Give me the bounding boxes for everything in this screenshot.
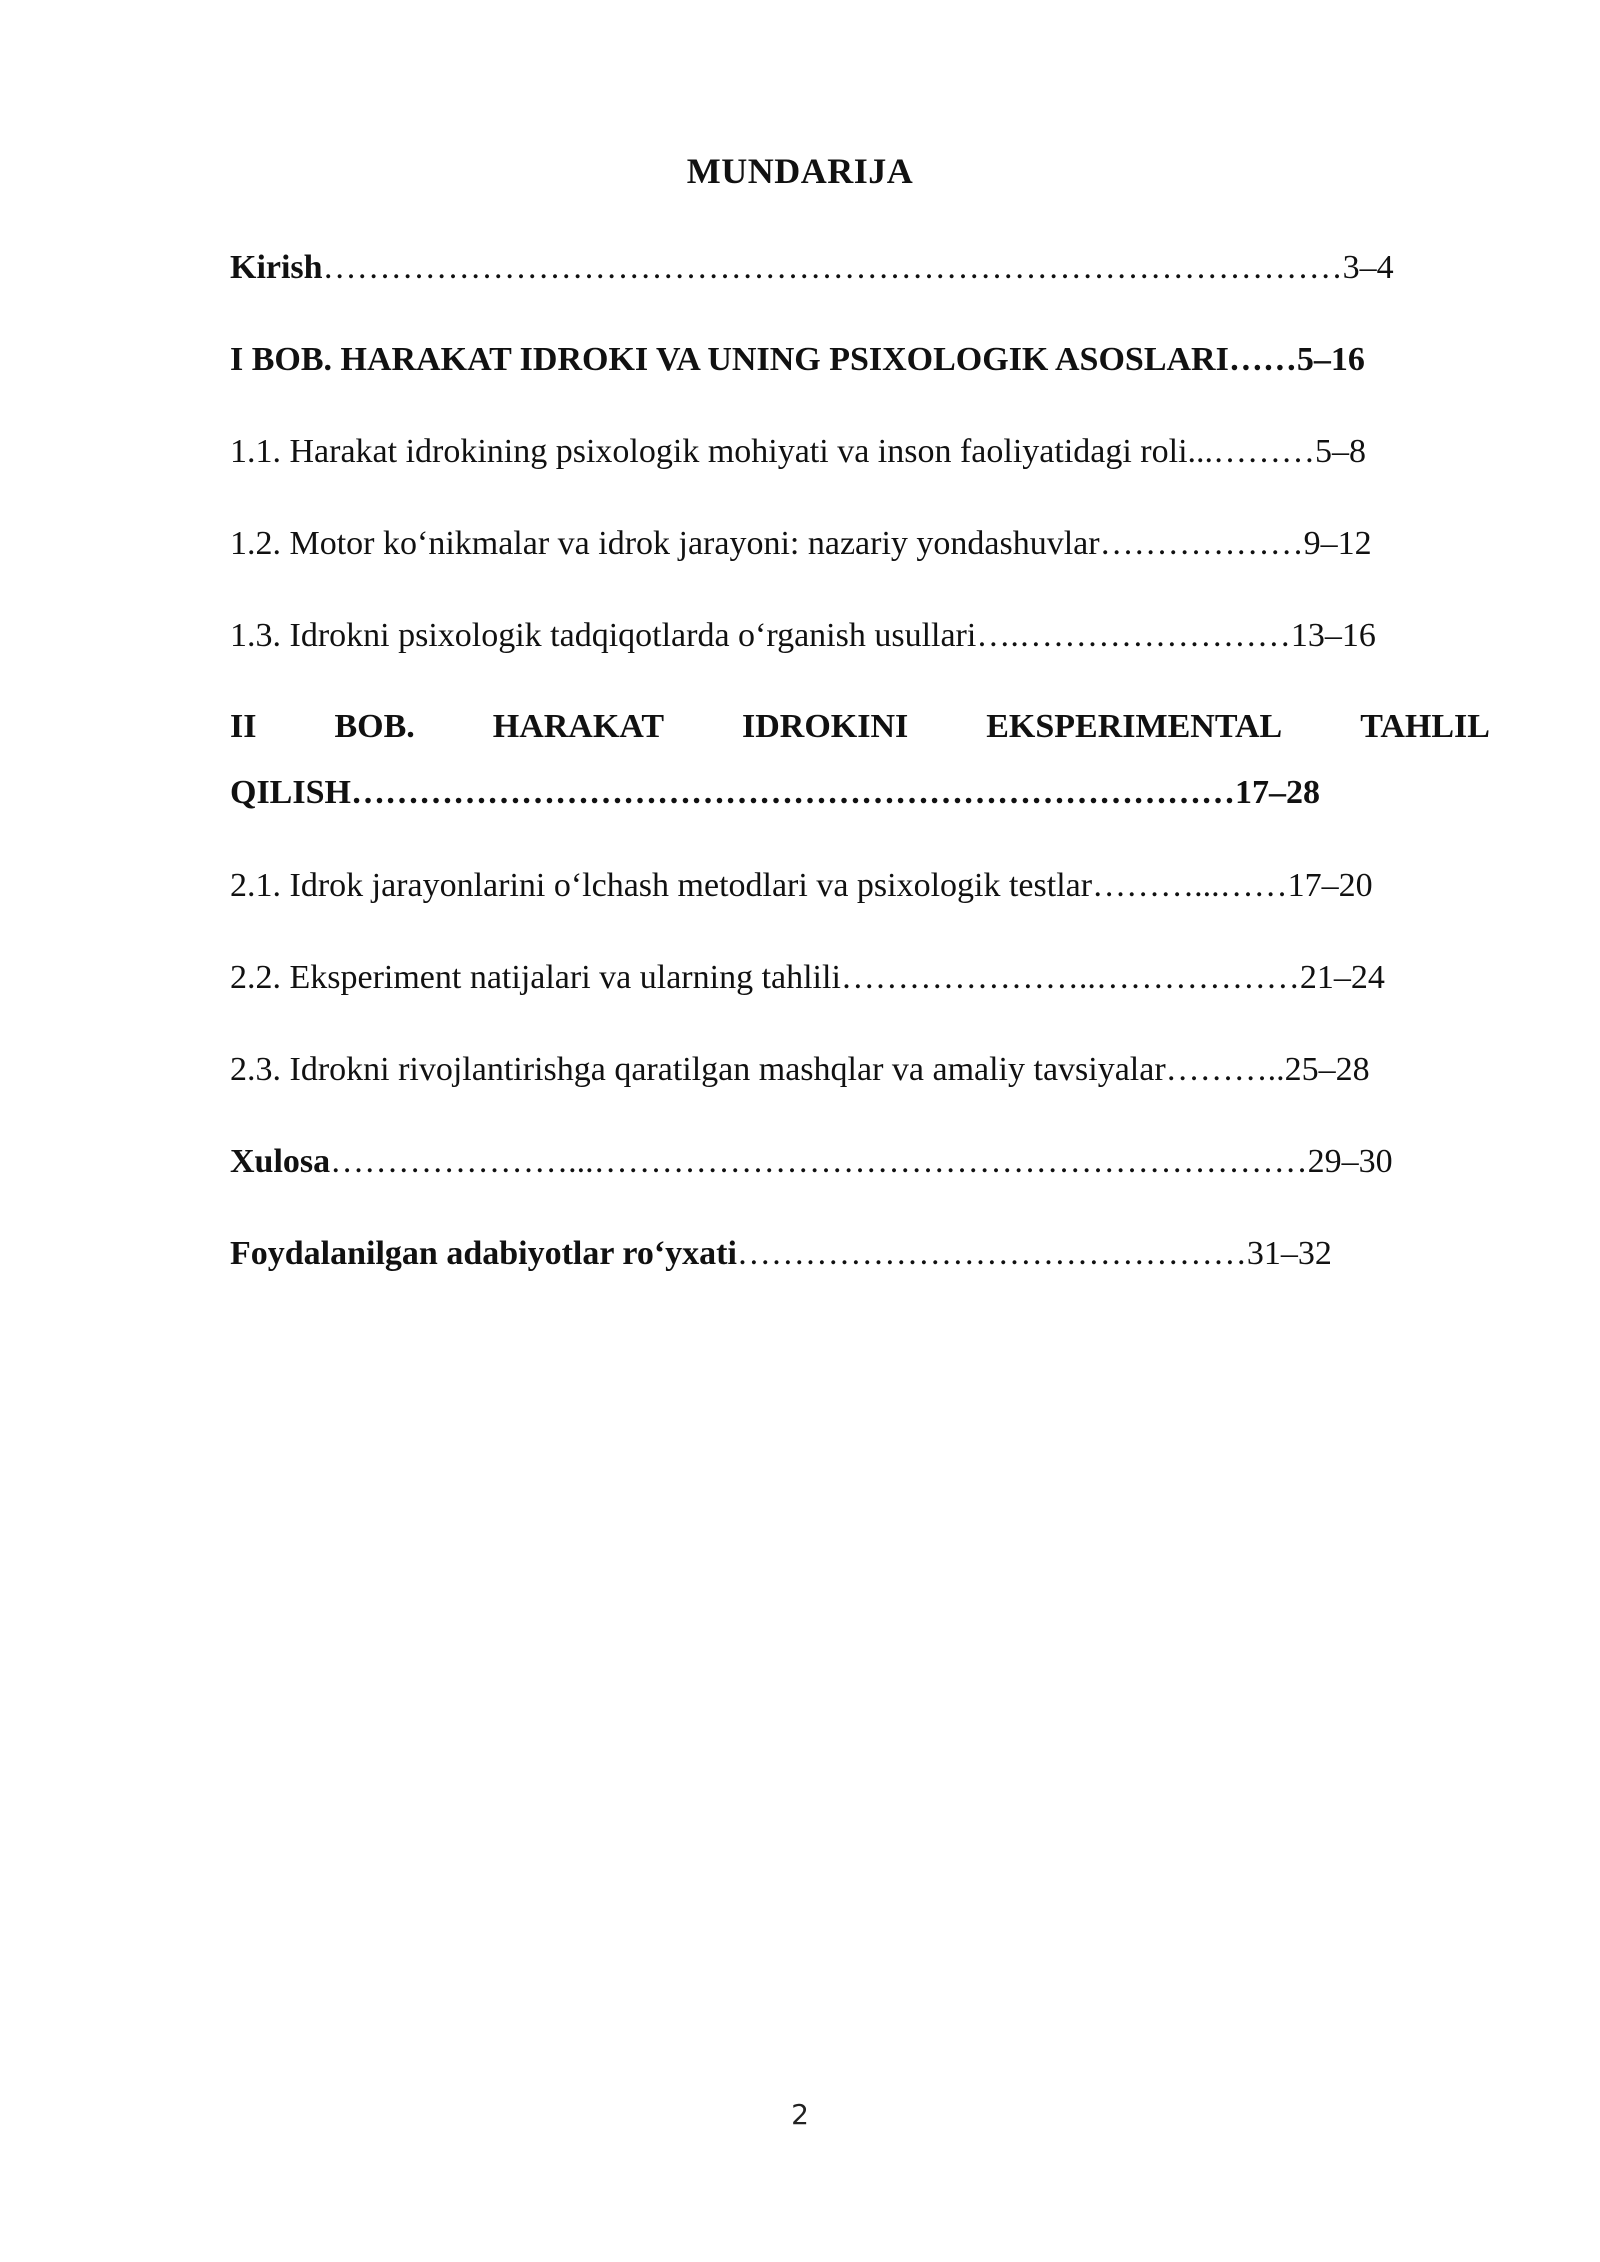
toc-entry-2-1 [230, 864, 1490, 908]
toc-entry-leader: ….…………………… [976, 617, 1291, 654]
toc-entry-page: 17–20 [1287, 867, 1373, 904]
toc-entry-leader: …………………...……………………………………………………… [330, 1143, 1308, 1180]
toc-entry-label: 2.2. Eksperiment natijalari va ularning tahlili [230, 959, 841, 996]
chapter-2-word: TAHLIL [1360, 708, 1490, 745]
toc-entry-label: Xulosa [230, 1143, 331, 1180]
toc-entry-references [230, 1232, 1490, 1276]
toc-entry-label: 1.3. Idrokni psixologik tadqiqotlarda o‘rganish usullari [230, 617, 977, 654]
toc-entry-leader: ……………………………………… [736, 1235, 1247, 1272]
toc-entry-label: I BOB. HARAKAT IDROKI VA UNING PSIXOLOGIK ASOSLARI [230, 341, 1229, 378]
toc-entry-page: 13–16 [1290, 617, 1376, 654]
toc-entry-chapter-2 [230, 705, 1490, 815]
chapter-2-heading-continuation [230, 771, 1490, 815]
toc-entry-label: Kirish [230, 249, 323, 286]
toc-entry-leader: …… [1228, 341, 1297, 378]
toc-entry-2-3 [230, 1048, 1490, 1092]
toc-entry-leader: ………...…… [1092, 867, 1288, 904]
toc-entry-page: 5–16 [1296, 341, 1365, 378]
toc-entry-page: 29–30 [1307, 1143, 1393, 1180]
toc-entry-1-2 [230, 522, 1490, 566]
toc-entry-leader: ...……… [1187, 433, 1316, 470]
toc-entry-1-1 [230, 430, 1490, 474]
toc-entry-leader: ……….. [1165, 1051, 1285, 1088]
toc-entry-leader: …………………………………………………………………… [350, 774, 1235, 811]
toc-entry-kirish [230, 246, 1490, 290]
toc-entry-2-2 [230, 956, 1490, 1000]
chapter-2-word: IDROKINI [742, 708, 909, 745]
toc-entry-page: 25–28 [1284, 1051, 1370, 1088]
toc-entry-chapter-1 [230, 338, 1490, 382]
toc-entry-page: 5–8 [1315, 433, 1367, 470]
toc-entry-label: 2.1. Idrok jarayonlarini o‘lchash metodlari va psixologik testlar [230, 867, 1093, 904]
toc-entry-label: 2.3. Idrokni rivojlantirishga qaratilgan mashqlar va amaliy tavsiyalar [230, 1051, 1166, 1088]
chapter-2-heading-line [230, 705, 1490, 749]
page-number: 2 [791, 2098, 809, 2131]
chapter-2-word: HARAKAT [492, 708, 665, 745]
toc-entry-page: 21–24 [1299, 959, 1385, 996]
toc-entry-xulosa [230, 1140, 1490, 1184]
toc-entry-leader: …………………..……………… [840, 959, 1300, 996]
toc-entry-label: QILISH [230, 774, 351, 811]
toc-entry-label: 1.1. Harakat idrokining psixologik mohiyati va inson faoliyatidagi roli [230, 433, 1188, 470]
toc-entry-page: 31–32 [1246, 1235, 1332, 1272]
toc-entry-leader: ……………… [1099, 525, 1304, 562]
toc-entry-page: 17–28 [1234, 774, 1320, 811]
toc-entry-label: 1.2. Motor ko‘nikmalar va idrok jarayoni: nazariy yondashuvlar [230, 525, 1100, 562]
toc-entry-leader: ……………………………………………………………………………… [322, 249, 1343, 286]
toc-entry-label: Foydalanilgan adabiyotlar ro‘yxati [230, 1235, 737, 1272]
toc-title: MUNDARIJA [686, 151, 914, 191]
toc-entry-page: 3–4 [1342, 249, 1394, 286]
chapter-2-word: BOB. [334, 708, 415, 745]
toc-entry-1-3 [230, 614, 1490, 658]
chapter-2-word: II [230, 708, 257, 745]
toc-entry-page: 9–12 [1303, 525, 1372, 562]
chapter-2-word: EKSPERIMENTAL [986, 708, 1283, 745]
